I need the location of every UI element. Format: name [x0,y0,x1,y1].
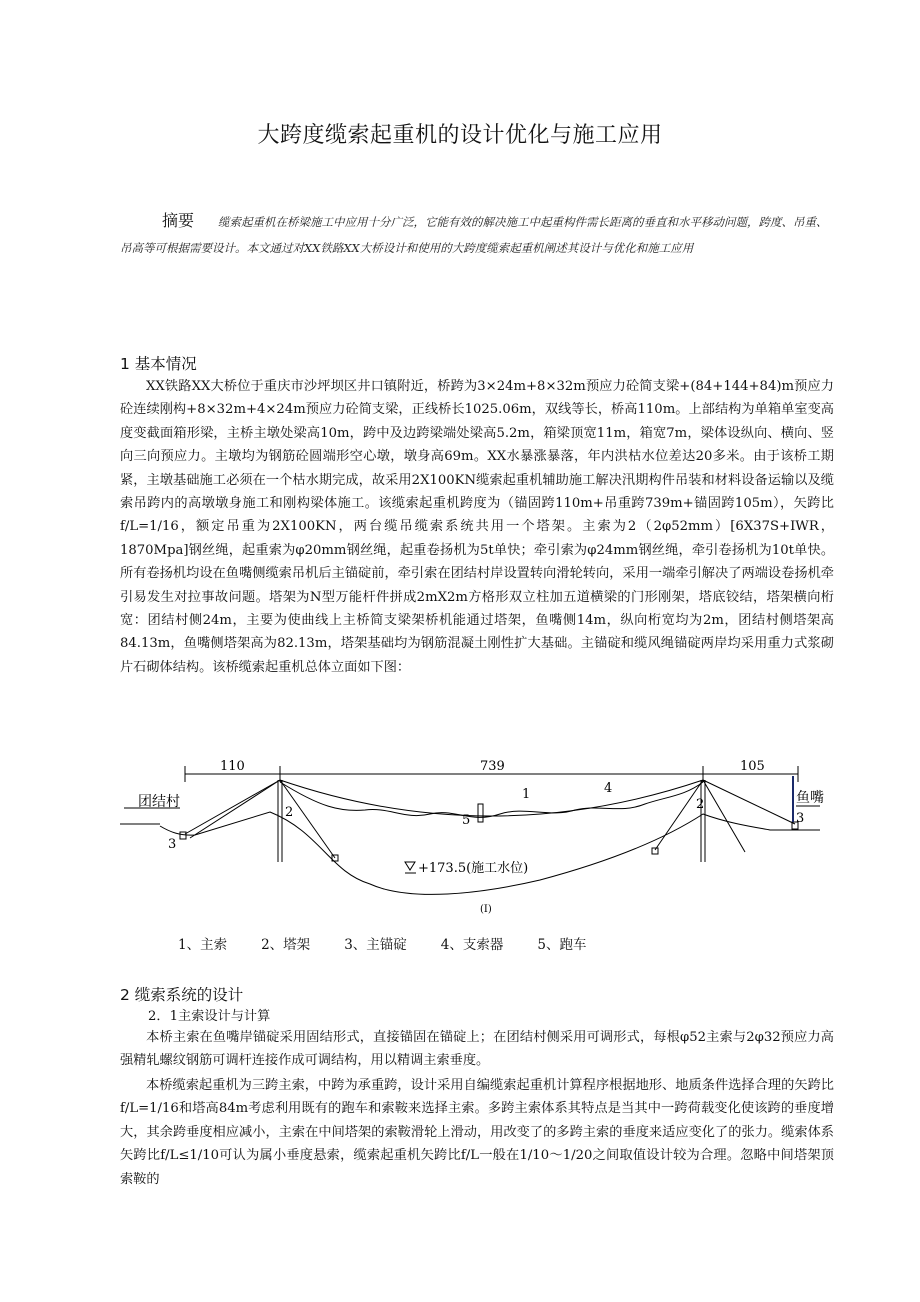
section1-paragraph [120,375,834,679]
subsection-heading: 2．1主索设计与计算 [148,1009,271,1024]
section2-paragraph-2 [120,1074,834,1191]
section2-p2-text: 本桥缆索起重机为三跨主索，中跨为承重跨，设计采用自编缆索起重机计算程序根据地形、地质条件选择合理的矢跨比f/L=1/16和塔高84m考虑利用既有的跑车和索鞍来选择主索。多跨主索体系其特点是当其中一跨荷载变化使该跨的垂度增大，其余跨垂度相应减小，主索在中间塔架的索鞍滑轮上滑动，用改变了的多跨主索的垂度来适应变化了的张力。缆索体系矢跨比f/L≤1/10可认为属小垂度悬索，缆索起重机矢跨比f/L一般在1/10～1/20之间取值设计较为合理。忽略中间塔架顶索鞍的 [120,1078,834,1187]
section1-text: XX铁路XX大桥位于重庆市沙坪坝区井口镇附近，桥跨为3×24m+8×32m预应力砼简支梁+(84+144+84)m预应力砼连续刚构+8×32m+4×24m预应力砼简支梁，正线桥长1025.06m，双线等长，桥高110m。上部结构为单箱单室变高度变截面箱形梁，主桥主墩处梁高10m，跨中及边跨梁端处梁高5.2m，箱梁顶宽11m，箱宽7m，梁体设纵向、横向、竖向三向预应力。主墩均为钢筋砼圆端形空心墩，墩身高69m。XX水暴涨暴落，年内洪枯水位差达20多米。由于该桥工期紧，主墩基础施工必须在一个枯水期完成，故采用2X100KN缆索起重机辅助施工解决汛期构件吊装和材料设备运输以及缆索吊跨内的高墩墩身施工和刚构梁体施工。该缆索起重机跨度为（锚固跨110m+吊重跨739m+锚固跨105m），矢跨比f/L=1/16，额定吊重为2X100KN，两台缆吊缆索系统共用一个塔架。主索为2（2φ52mm）[6X37S+IWR，1870Mpa]钢丝绳，起重索为φ20mm钢丝绳，起重卷扬机为5t单快；牵引索为φ24mm钢丝绳，牵引卷扬机为10t单快。所有卷扬机均设在鱼嘴侧缆索吊机后主锚碇前，牵引索在团结村岸设置转向滑轮转向，采用一端牵引解决了两端设卷扬机牵引易发生对拉事故问题。塔架为N型万能杆件拼成2mX2m方格形双立柱加五道横梁的门形刚架，塔底铰结，塔架横向桁宽：团结村侧24m，主要为使曲线上主桥简支梁架桥机能通过塔架，鱼嘴侧14m，纵向桁宽均为2m，团结村侧塔架高84.13m，鱼嘴侧塔架高为82.13m，塔架基础均为钢筋混凝土刚性扩大基础。主锚碇和缆风绳锚碇两岸均采用重力式浆砌片石砌体结构。该桥缆索起重机总体立面如下图： [120,379,834,675]
abstract-text: 缆索起重机在桥梁施工中应用十分广泛，它能有效的解决施工中起重构件需长距离的垂直和水平移动问题，跨度、吊重、吊高等可根据需要设计。本文通过对XX铁路XX大桥设计和使用的大跨度缆索起重机阐述其设计与优化和施工应用 [120,215,828,255]
section2-p1-text: 本桥主索在鱼嘴岸锚碇采用固结形式，直接锚固在锚碇上；在团结村侧采用可调形式，每根φ52主索与2φ32预应力高强精轧螺纹钢筋可调杆连接作成可调结构，用以精调主索垂度。 [120,1030,834,1069]
figure-number: (Ⅰ) [480,904,492,915]
label-5: 5 [462,813,471,828]
label-4: 4 [604,781,613,796]
water-level-marker [405,862,415,870]
hoist-cable [280,782,703,817]
section2-heading: 2 缆索系统的设计 [120,986,244,1004]
left-backstay [185,780,280,834]
section1-heading: 1 基本情况 [120,355,197,373]
anchor-left [180,832,186,839]
label-2-left: 2 [285,805,294,820]
dim-middle: 739 [480,759,505,774]
legend-item: 5、跑车 [537,937,587,953]
cable-crane-elevation-figure [120,752,824,922]
trolley [478,804,483,822]
legend-item: 4、支索器 [440,937,504,953]
section2-paragraph-1 [120,1026,834,1073]
main-cable [280,780,703,816]
page-title: 大跨度缆索起重机的设计优化与施工应用 [257,123,663,148]
dim-right: 105 [740,759,765,774]
label-1: 1 [522,787,531,802]
label-3-right: 3 [796,811,805,826]
right-backstay [703,780,795,824]
legend-item: 1、主索 [178,937,228,953]
legend-item: 3、主锚碇 [344,937,407,953]
legend-item: 2、塔架 [261,937,311,953]
abstract-label: 摘要 [162,211,195,230]
figure-legend [178,933,620,953]
abstract [120,208,832,261]
water-level-label: +173.5(施工水位) [418,861,529,876]
dim-left: 110 [220,759,245,774]
right-bank-label: 鱼嘴 [796,790,824,806]
left-bank-label: 团结村 [138,794,180,810]
label-3-left: 3 [168,837,177,852]
label-2-right: 2 [696,797,705,812]
